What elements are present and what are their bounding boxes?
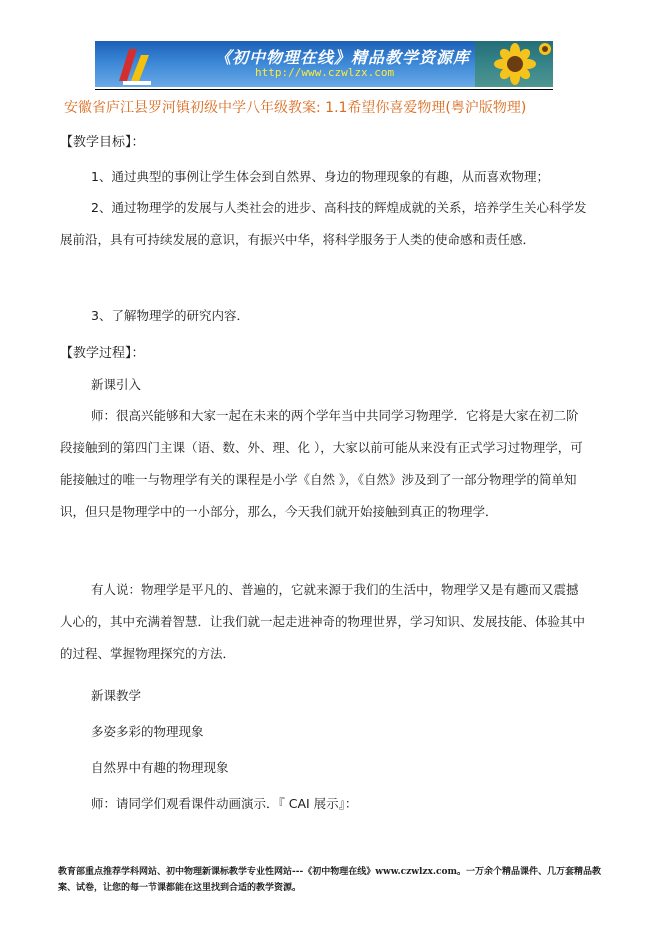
page-footer: 教育部重点推荐学科网站、初中物理新课标教学专业性网站---《初中物理在线》www.czwlzx.com。一万余个精品课件、几万套精品教案、试卷，让您的每一节课都能在这里找到合适的教学资源。: [58, 867, 602, 893]
goal-item-3: 3、了解物理学的研究内容．: [91, 308, 249, 323]
goal-item-1: 1、通过典型的事例让学生体会到自然界、身边的物理现象的有趣，从而喜欢物理；: [91, 169, 549, 184]
paragraph-physics-quote-text: 有人说：物理学是平凡的、普遍的，它就来源于我们的生活中，物理学又是有趣而又震撼人心的，其中充满着智慧．让我们就一起走进神奇的物理世界，学习知识、发展技能、体验其中的过程、掌握物理探究的方法．: [60, 582, 586, 661]
intro-heading: 新课引入: [91, 377, 142, 392]
document-title: 安徽省庐江县罗河镇初级中学八年级教案: 1.1希望你喜爱物理(粤沪版物理): [64, 100, 527, 116]
teacher-cai-line: 师：请同学们观看课件动画演示．『 CAI 展示』：: [91, 796, 358, 811]
section-teaching-goals: 【教学目标】：: [60, 135, 145, 150]
section-teaching-process: 【教学过程】：: [60, 346, 145, 361]
topic-nature-phenomena: 自然界中有趣的物理现象: [91, 760, 229, 775]
banner-title: 《初中物理在线》精品教学资源库: [215, 48, 471, 67]
goal-item-2-text: 2、通过物理学的发展与人类社会的进步、高科技的辉煌成就的关系，培养学生关心科学发展前沿，具有可持续发展的意识，有振兴中华，将科学服务于人类的使命感和责任感．: [60, 200, 587, 247]
banner-url[interactable]: http://www.czwlzx.com: [255, 66, 395, 79]
topic-phenomena: 多姿多彩的物理现象: [91, 724, 204, 739]
sunflower-icon: [475, 41, 553, 87]
goal-item-2: [60, 192, 588, 256]
paragraph-physics-quote: [60, 574, 588, 670]
paragraph-teacher-intro-text: 师：很高兴能够和大家一起在未来的两个学年当中共同学习物理学．它将是大家在初二阶段接触到的第四门主课（语、数、外、理、化 ），大家以前可能从来没有正式学习过物理学，可能接触过的唯一与物理学有关的课程是小学《自然 》，《自然》涉及到了一部分物理学的简单知识，但只是物理学中的一小部分，那么，今天我们就开始接触到真正的物理学．: [60, 408, 583, 519]
paragraph-teacher-intro: [60, 400, 588, 528]
header-divider: [95, 89, 553, 90]
new-lesson-heading: 新课教学: [91, 688, 142, 703]
site-logo-icon: [113, 45, 157, 85]
header-banner: [95, 41, 553, 87]
